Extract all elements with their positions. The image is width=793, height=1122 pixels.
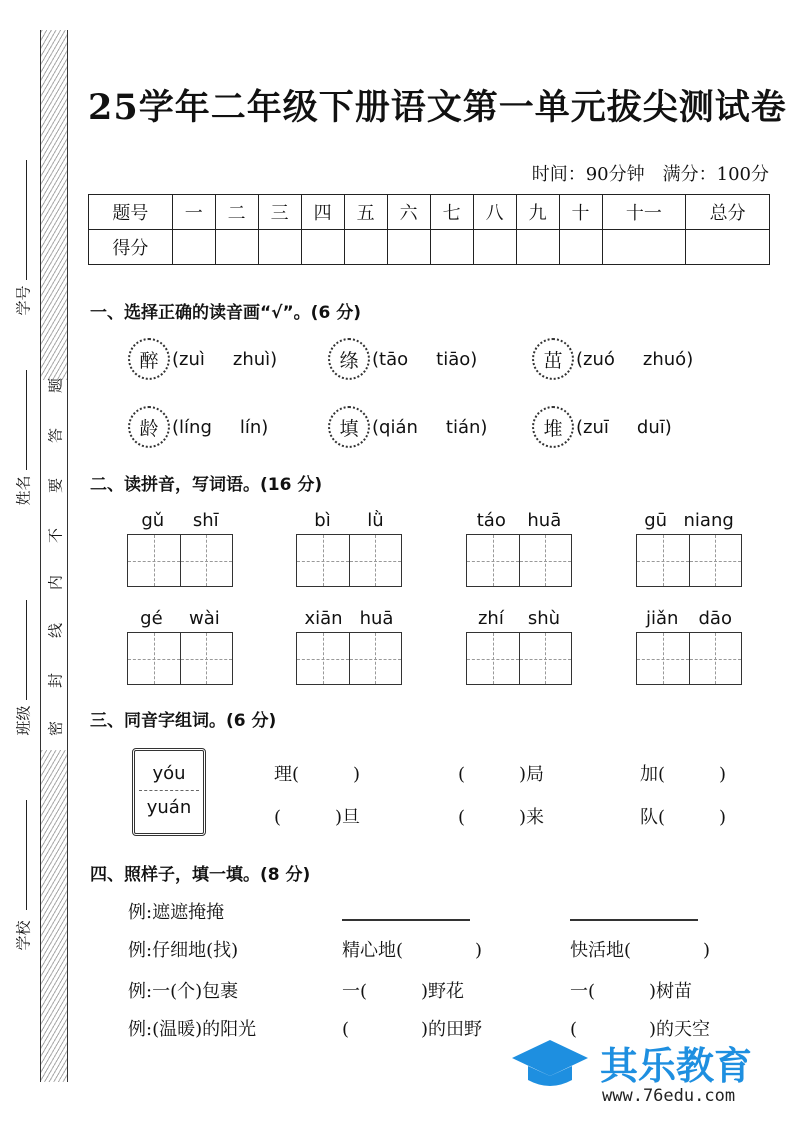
seal-char: 答	[46, 428, 65, 444]
writing-box[interactable]	[297, 633, 350, 684]
section-4-heading: 四、照样子，填一填。(8 分)	[90, 865, 311, 885]
pinyin-syllable: huā	[527, 510, 562, 531]
score-cell[interactable]	[387, 230, 430, 265]
score-header-cell: 八	[473, 195, 516, 230]
margin-underline	[26, 800, 27, 910]
page-title: 25学年二年级下册语文第一单元拔尖测试卷	[88, 87, 787, 128]
pinyin-syllable: niang	[683, 510, 734, 531]
writing-box[interactable]	[128, 535, 181, 586]
fill-item[interactable]: 精心地( )	[342, 940, 483, 961]
exam-meta: 时间：90分钟 满分：100分	[531, 164, 769, 185]
fill-item[interactable]: 一( )野花	[342, 981, 465, 1002]
writing-grid	[636, 534, 742, 587]
flower-char: 绦	[328, 338, 370, 380]
score-cell[interactable]	[301, 230, 344, 265]
seal-char: 题	[46, 378, 65, 394]
margin-label: 姓名	[14, 475, 33, 506]
section-3-heading: 三、同音字组词。(6 分)	[90, 711, 277, 731]
score-header-cell: 十一	[602, 195, 686, 230]
word-blank[interactable]: 加( )	[640, 764, 727, 785]
pinyin-syllable: shī	[192, 510, 219, 531]
pinyin-label	[296, 608, 402, 632]
fill-item[interactable]: ( )的田野	[342, 1019, 483, 1040]
score-header-cell: 十	[559, 195, 602, 230]
paren: (	[576, 416, 584, 438]
score-cell[interactable]	[258, 230, 301, 265]
seal-char: 不	[46, 528, 65, 544]
writing-grid	[466, 534, 572, 587]
pinyin-syllable: lǜ	[367, 510, 384, 531]
score-cell[interactable]	[686, 230, 770, 265]
pinyin-syllable: zhí	[477, 608, 504, 629]
score-header-cell: 一	[172, 195, 215, 230]
flower-char: 堆	[532, 406, 574, 448]
score-cell[interactable]	[559, 230, 602, 265]
paren: (	[172, 416, 180, 438]
pinyin-label	[296, 510, 402, 534]
writing-box[interactable]	[637, 535, 690, 586]
score-header-cell: 九	[516, 195, 559, 230]
score-header-cell: 题号	[89, 195, 173, 230]
writing-box[interactable]	[297, 535, 350, 586]
pinyin-syllable: gé	[140, 608, 163, 629]
pinyin-bottom: yuán	[146, 797, 192, 818]
pinyin-option-a[interactable]: qián	[379, 416, 418, 438]
writing-box[interactable]	[690, 535, 742, 586]
pinyin-option-b[interactable]: tiāo	[436, 348, 471, 370]
pinyin-option-a[interactable]: zuī	[583, 416, 609, 438]
seal-char: 密	[46, 721, 65, 737]
watermark-brand: 其乐教育	[600, 1044, 753, 1088]
score-header-cell: 二	[215, 195, 258, 230]
seal-char: 要	[46, 478, 65, 494]
writing-grid	[296, 632, 402, 685]
pinyin-label	[636, 510, 742, 534]
pinyin-label	[127, 510, 233, 534]
pinyin-syllable: bì	[314, 510, 331, 531]
score-header-cell: 三	[258, 195, 301, 230]
pinyin-option-b[interactable]: lín	[239, 416, 262, 438]
writing-box[interactable]	[690, 633, 742, 684]
margin-label: 学校	[14, 920, 33, 951]
pinyin-option-b[interactable]: zhuì	[232, 348, 271, 370]
pinyin-syllable: jiǎn	[646, 608, 679, 629]
score-cell[interactable]	[215, 230, 258, 265]
score-cell[interactable]	[473, 230, 516, 265]
section-2-heading: 二、读拼音，写词语。(16 分)	[90, 475, 323, 495]
paren: (	[372, 348, 380, 370]
pinyin-syllable: xiān	[304, 608, 343, 629]
score-header-cell: 四	[301, 195, 344, 230]
score-cell[interactable]	[602, 230, 686, 265]
paren: )	[686, 348, 694, 370]
fill-item[interactable]: 一( )树苗	[570, 981, 693, 1002]
score-table	[88, 194, 770, 265]
pinyin-choice-item	[128, 406, 268, 448]
margin-underline	[26, 370, 27, 470]
writing-box[interactable]	[181, 633, 233, 684]
score-header-cell: 总分	[686, 195, 770, 230]
pinyin-syllable: táo	[476, 510, 506, 531]
fill-item[interactable]: 快活地( )	[570, 940, 711, 961]
answer-underline[interactable]	[570, 919, 698, 921]
paren: )	[261, 416, 269, 438]
seal-char: 线	[46, 623, 65, 639]
pinyin-choice-item	[532, 338, 693, 380]
pinyin-top: yóu	[152, 763, 186, 784]
word-writing-group	[296, 608, 402, 685]
word-writing-group	[127, 608, 233, 685]
pinyin-choice-item	[532, 406, 672, 448]
score-header-cell: 七	[430, 195, 473, 230]
margin-label: 班级	[14, 705, 33, 736]
fill-item: 例:遮遮掩掩	[128, 902, 225, 923]
writing-box[interactable]	[350, 633, 402, 684]
fill-item: 例:一(个)包裹	[128, 981, 239, 1002]
paren: (	[372, 416, 380, 438]
writing-grid	[127, 534, 233, 587]
word-writing-group	[466, 608, 572, 685]
word-writing-group	[127, 510, 233, 587]
score-cell[interactable]	[344, 230, 387, 265]
word-blank[interactable]: ( )旦	[274, 807, 361, 828]
paren: )	[270, 348, 278, 370]
score-header-cell: 五	[344, 195, 387, 230]
pinyin-choice-item	[328, 406, 487, 448]
flower-char: 龄	[128, 406, 170, 448]
watermark-url: www.76edu.com	[602, 1086, 736, 1106]
margin-underline	[26, 160, 27, 280]
pinyin-option-b[interactable]: zhuó	[642, 348, 687, 370]
word-blank[interactable]: ( )局	[458, 764, 545, 785]
word-blank[interactable]: 理( )	[274, 764, 361, 785]
score-header-cell: 六	[387, 195, 430, 230]
paren: (	[576, 348, 584, 370]
pinyin-choice-item	[128, 338, 277, 380]
paren: )	[480, 416, 488, 438]
word-writing-group	[466, 510, 572, 587]
writing-box[interactable]	[637, 633, 690, 684]
pinyin-option-a[interactable]: zuì	[179, 348, 205, 370]
writing-box[interactable]	[520, 633, 572, 684]
paren: )	[470, 348, 478, 370]
seal-char: 封	[46, 673, 65, 689]
fill-item: 例:仔细地(找)	[128, 940, 239, 961]
pinyin-option-a[interactable]: tāo	[379, 348, 409, 370]
writing-box[interactable]	[520, 535, 572, 586]
paren: (	[172, 348, 180, 370]
writing-grid	[127, 632, 233, 685]
fill-item: 例:(温暖)的阳光	[128, 1019, 257, 1040]
answer-underline[interactable]	[342, 919, 470, 921]
word-writing-group	[636, 510, 742, 587]
writing-box[interactable]	[128, 633, 181, 684]
margin-underline	[26, 600, 27, 700]
score-cell[interactable]	[516, 230, 559, 265]
pinyin-syllable: dāo	[698, 608, 732, 629]
writing-grid	[296, 534, 402, 587]
pinyin-option-a[interactable]: zuó	[583, 348, 615, 370]
score-cell[interactable]	[172, 230, 215, 265]
writing-grid	[636, 632, 742, 685]
pinyin-label	[466, 510, 572, 534]
pinyin-label	[127, 608, 233, 632]
pinyin-syllable: shù	[527, 608, 561, 629]
pinyin-label	[636, 608, 742, 632]
flower-char: 醉	[128, 338, 170, 380]
pinyin-choice-item	[328, 338, 477, 380]
pinyin-syllable: wài	[189, 608, 220, 629]
graduation-cap-logo-icon	[510, 1038, 590, 1088]
flower-char: 茁	[532, 338, 574, 380]
writing-grid	[466, 632, 572, 685]
margin-label: 学号	[14, 285, 33, 316]
writing-box[interactable]	[467, 535, 520, 586]
pinyin-frame	[132, 748, 206, 836]
pinyin-label	[466, 608, 572, 632]
score-cell: 得分	[89, 230, 173, 265]
writing-box[interactable]	[467, 633, 520, 684]
word-writing-group	[636, 608, 742, 685]
pinyin-syllable: gǔ	[141, 510, 165, 531]
writing-box[interactable]	[181, 535, 233, 586]
word-writing-group	[296, 510, 402, 587]
word-blank[interactable]: ( )来	[458, 807, 545, 828]
pinyin-option-b[interactable]: tián	[445, 416, 481, 438]
word-blank[interactable]: 队( )	[640, 807, 727, 828]
fill-item[interactable]: ( )的天空	[570, 1019, 711, 1040]
paren: )	[664, 416, 672, 438]
score-cell[interactable]	[430, 230, 473, 265]
flower-char: 填	[328, 406, 370, 448]
section-1-heading: 一、选择正确的读音画“√”。(6 分)	[90, 303, 361, 323]
writing-box[interactable]	[350, 535, 402, 586]
pinyin-option-a[interactable]: líng	[179, 416, 212, 438]
seal-char: 内	[46, 575, 65, 591]
pinyin-syllable: gū	[644, 510, 668, 531]
pinyin-option-b[interactable]: duī	[636, 416, 665, 438]
pinyin-syllable: huā	[359, 608, 394, 629]
